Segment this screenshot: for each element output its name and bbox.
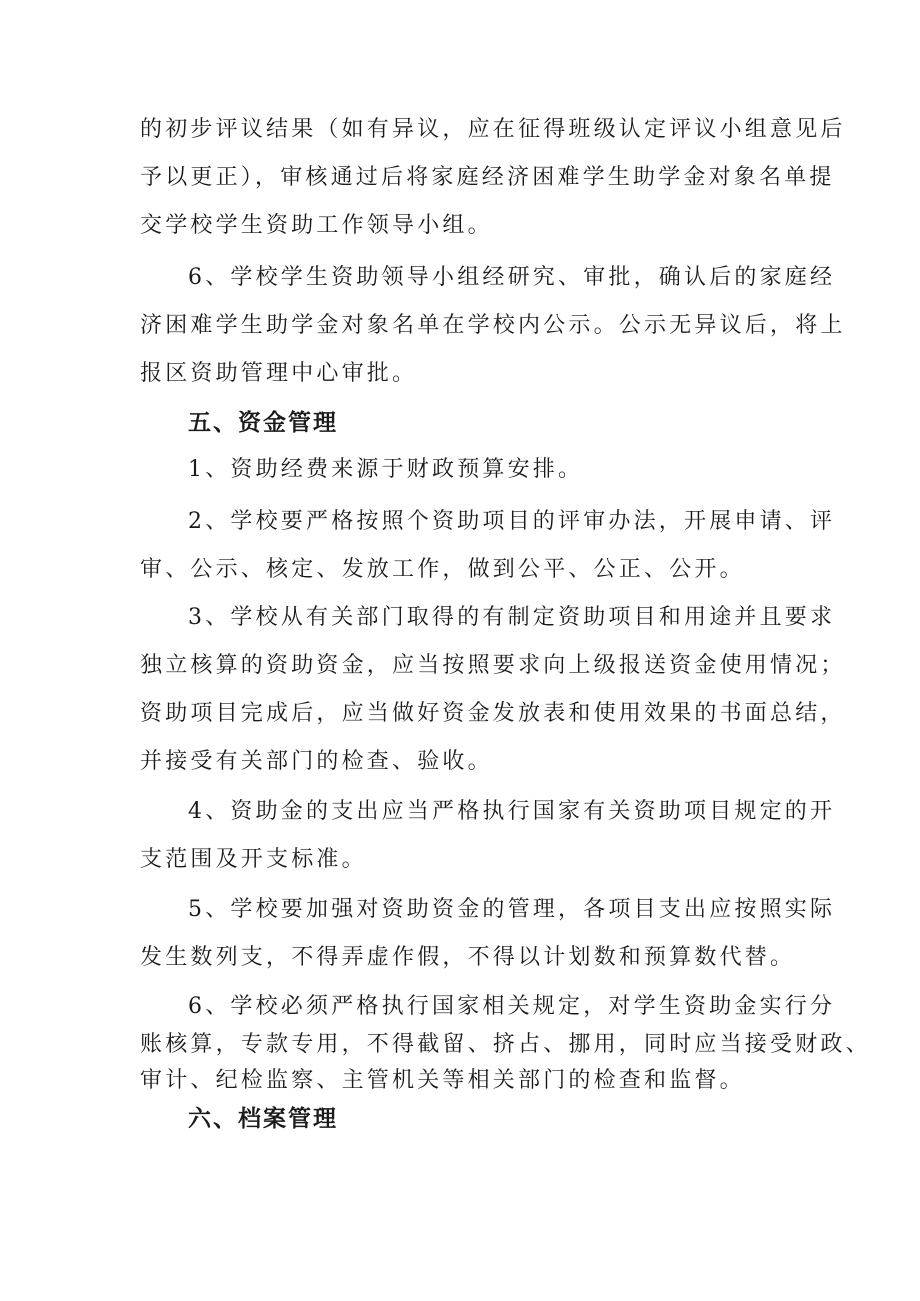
paragraph-line: 独立核算的资助资金，应当按照要求向上级报送资金使用情况； — [140, 653, 846, 678]
paragraph-line: 1、资助经费来源于财政预算安排。 — [188, 457, 584, 482]
paragraph-line: 支范围及开支标准。 — [140, 847, 367, 872]
paragraph-line: 4、资助金的支出应当严格执行国家有关资助项目规定的开 — [188, 799, 836, 824]
paragraph-line: 审计、纪检监察、主管机关等相关部门的检查和监督。 — [140, 1068, 745, 1093]
section-heading: 五、资金管理 — [188, 410, 338, 436]
paragraph-line: 济困难学生助学金对象名单在学校内公示。公示无异议后，将上 — [140, 313, 846, 338]
paragraph-line: 2、学校要严格按照个资助项目的评审办法，开展申请、评 — [188, 509, 836, 534]
paragraph-line: 并接受有关部门的检查、验收。 — [140, 749, 493, 774]
paragraph-line: 资助项目完成后，应当做好资金发放表和使用效果的书面总结， — [140, 701, 846, 726]
paragraph-line: 交学校学生资助工作领导小组。 — [140, 213, 493, 238]
section-heading: 六、档案管理 — [188, 1106, 338, 1132]
paragraph-line: 予以更正），审核通过后将家庭经济困难学生助学金对象名单提 — [140, 165, 835, 190]
paragraph-line: 3、学校从有关部门取得的有制定资助项目和用途并且要求 — [188, 605, 836, 630]
paragraph-line: 发生数列支，不得弄虚作假，不得以计划数和预算数代替。 — [140, 945, 796, 970]
paragraph-line: 报区资助管理中心审批。 — [140, 361, 418, 386]
paragraph-line: 账核算，专款专用，不得截留、挤占、挪用，同时应当接受财政、 — [140, 1032, 871, 1057]
paragraph-line: 审、公示、核定、发放工作，做到公平、公正、公开。 — [140, 557, 745, 582]
paragraph-line: 5、学校要加强对资助资金的管理，各项目支出应按照实际 — [188, 897, 836, 922]
paragraph-line: 6、学校学生资助领导小组经研究、审批，确认后的家庭经 — [188, 265, 836, 290]
paragraph-line: 6、学校必须严格执行国家相关规定，对学生资助金实行分 — [188, 994, 836, 1019]
paragraph-line: 的初步评议结果（如有异议，应在征得班级认定评议小组意见后 — [140, 117, 846, 142]
